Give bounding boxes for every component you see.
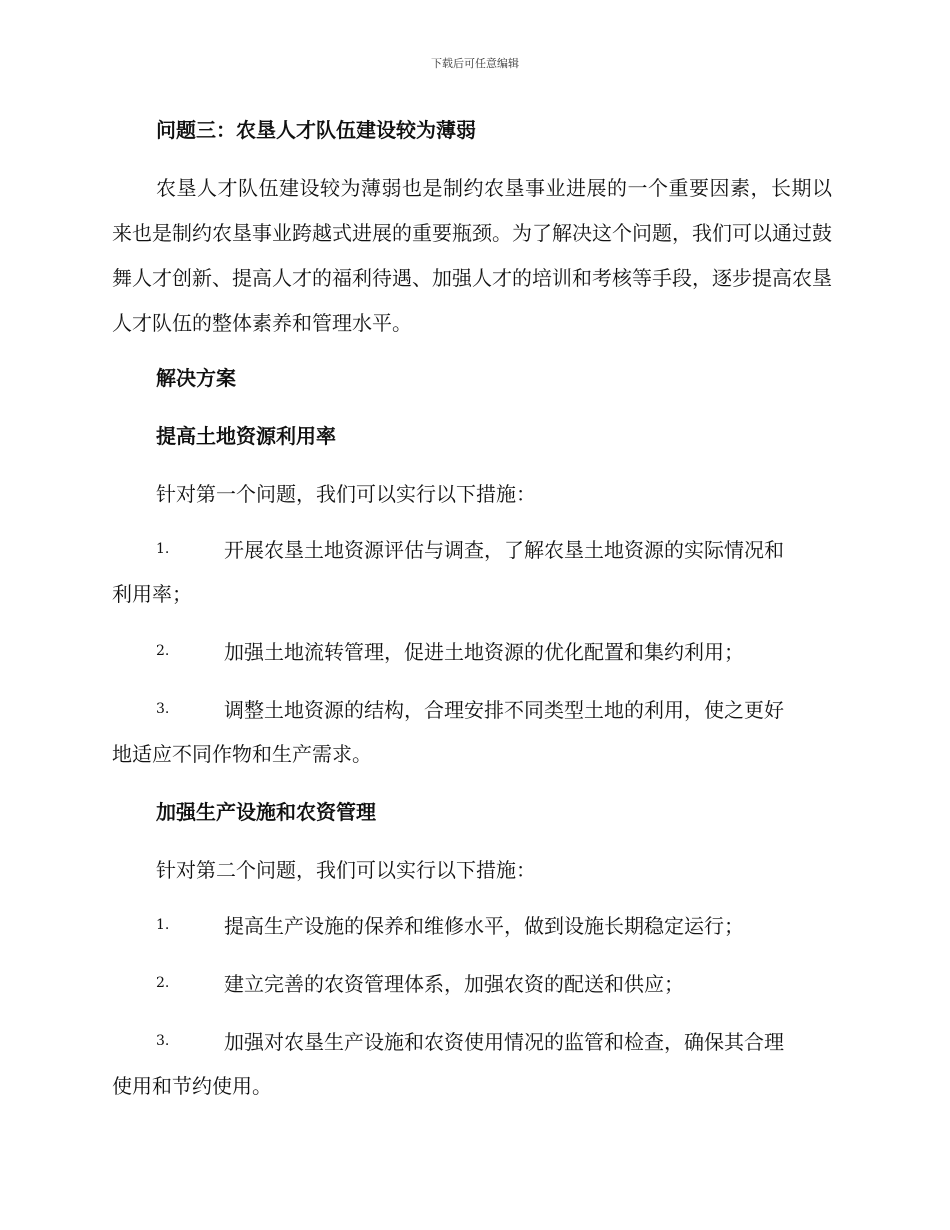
facilities-title: 加强生产设施和农资管理 [156, 800, 376, 824]
list-number: 1. [156, 541, 170, 557]
list-number: 3. [156, 1033, 170, 1049]
solutions-title: 解决方案 [156, 366, 236, 390]
facilities-intro: 针对第二个问题，我们可以实行以下措施： [156, 858, 536, 882]
land-title: 提高土地资源利用率 [156, 424, 336, 448]
list-item-line: 加强土地流转管理，促进土地资源的优化配置和集约利用； [224, 640, 744, 664]
list-item-continuation: 地适应不同作物和生产需求。 [112, 742, 372, 766]
list-number: 2. [156, 975, 170, 991]
list-item-continuation: 利用率； [112, 582, 192, 606]
list-item-line: 开展农垦土地资源评估与调查，了解农垦土地资源的实际情况和 [224, 538, 784, 562]
list-number: 3. [156, 701, 170, 717]
list-item-line: 加强对农垦生产设施和农资使用情况的监管和检查，确保其合理 [224, 1030, 784, 1054]
list-item-line: 建立完善的农资管理体系，加强农资的配送和供应； [224, 972, 684, 996]
list-number: 2. [156, 643, 170, 659]
page-header: 下载后可任意编辑 [431, 57, 519, 70]
section3-title: 问题三：农垦人才队伍建设较为薄弱 [156, 118, 476, 142]
section3-paragraph: 农垦人才队伍建设较为薄弱也是制约农垦事业进展的一个重要因素，长期以来也是制约农垦事业跨越式进展的重要瓶颈。为了解决这个问题，我们可以通过鼓舞人才创新、提高人才的福利待遇、加强人才的培训和考核等手段，逐步提高农垦人才队伍的整体素养和管理水平。 [112, 176, 832, 335]
land-intro: 针对第一个问题，我们可以实行以下措施： [156, 482, 536, 506]
list-item-line: 提高生产设施的保养和维修水平，做到设施长期稳定运行； [224, 914, 744, 938]
list-number: 1. [156, 917, 170, 933]
list-item-continuation: 使用和节约使用。 [112, 1074, 272, 1098]
list-item-line: 调整土地资源的结构，合理安排不同类型土地的利用，使之更好 [224, 698, 784, 722]
